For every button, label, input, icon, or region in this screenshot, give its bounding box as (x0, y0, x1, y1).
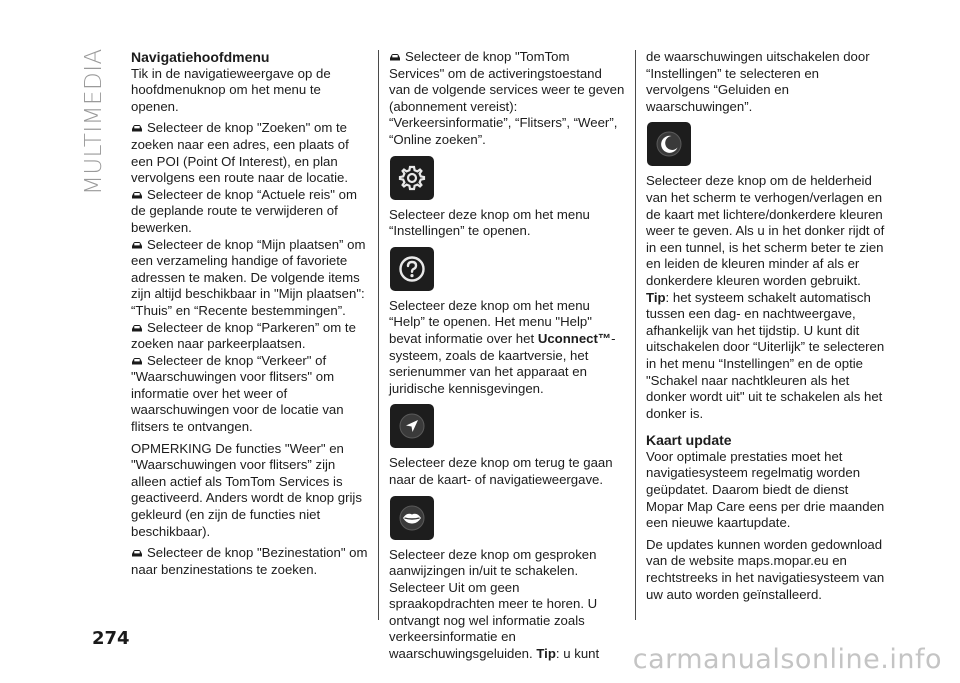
watermark: carmanualsonline.info (632, 644, 942, 675)
list-item: Selecteer de knop “Actuele reis" om de geplande route te verwijderen of bewerken. (131, 186, 357, 235)
list-item: Selecteer de knop "TomTom Services" om de activeringstoestand van de volgende services weer te geven (abonnement vereist): “Verkeersinformatie”, “Flitsers”, “Weer”, “Online zoeken”. (389, 49, 625, 147)
list-item: Selecteer de knop "Zoeken" om te zoeken naar een adres, een plaats of een POI (Point Of Interest), en plan vervolgens een route naar de locatie. (131, 120, 349, 186)
voice-lips-icon (390, 496, 434, 540)
column-divider (378, 50, 379, 620)
intro-paragraph: Tik in de navigatieweergave op de hoofdmenuknop om het menu te openen. (131, 65, 331, 114)
column-2 (389, 49, 625, 663)
column-3 (646, 49, 886, 603)
page-number: 274 (92, 628, 130, 649)
section-label: MULTIMEDIA (81, 48, 107, 196)
list-item: Selecteer de knop “Parkeren” om te zoeken naar parkeerplaatsen. (131, 319, 356, 352)
column-1 (131, 49, 369, 578)
car-bullet-icon (389, 53, 401, 62)
back-to-map-description: Selecteer deze knop om terug te gaan naar de kaart- of navigatieweergave. (389, 455, 613, 487)
help-description: Selecteer deze knop om het menu “Help” te openen. Het menu "Help" bevat informatie over het Uconnect™-systeem, zoals de kaartversie, het serienummer van het apparaat en juridische kennisgevingen. (389, 297, 616, 396)
list-item: Selecteer de knop "Bezinestation" om naar benzinestations te zoeken. (131, 545, 368, 577)
car-bullet-icon (131, 324, 143, 333)
car-bullet-icon (131, 549, 143, 558)
voice-guidance-description: Selecteer deze knop om gesproken aanwijzingen in/uit te schakelen. Selecteer Uit om geen spraakopdrachten meer te horen. U ontvangt nog wel informatie zoals verkeersinformatie en waarschuwingsgeluiden. Tip: u kunt (389, 546, 600, 662)
section-heading-navigation-menu: Navigatiehoofdmenu (131, 49, 270, 65)
continued-paragraph: de waarschuwingen uitschakelen door “Instellingen” te selecteren en vervolgens “Geluiden en waarschuwingen”. (646, 49, 870, 114)
settings-gear-icon (390, 156, 434, 200)
car-bullet-icon (131, 357, 143, 366)
column-divider (635, 50, 636, 620)
car-bullet-icon (131, 191, 143, 200)
car-bullet-icon (131, 241, 143, 250)
map-update-paragraph: De updates kunnen worden gedownload van de website maps.mopar.eu en rechtstreeks in het navigatiesysteem van uw auto worden geïnstalleerd. (646, 536, 885, 602)
list-item: Selecteer de knop “Mijn plaatsen” om een verzameling handige of favoriete adressen te maken. De volgende items zijn altijd beschikbaar in "Mijn plaatsen": “Thuis” en “Recente bestemmingen”. (131, 236, 366, 318)
help-question-icon (390, 247, 434, 291)
car-bullet-icon (131, 124, 143, 133)
note-paragraph: OPMERKING De functies "Weer" en "Waarschuwingen voor flitsers” zijn alleen actief als TomTom Services is geactiveerd. Anders wordt de knop grijs gekleurd (en zijn de functies niet beschikbaar). (131, 440, 362, 539)
section-heading-map-update: Kaart update (646, 432, 732, 449)
map-update-paragraph: Voor optimale prestaties moet het navigatiesysteem regelmatig worden geüpdatet. Daarom biedt de dienst Mopar Map Care eens per drie maanden een nieuwe kaartupdate. (646, 448, 885, 531)
list-item: Selecteer de knop “Verkeer" of "Waarschuwingen voor flitsers" om informatie over het weer of waarschuwingen voor de locatie van flitsers te ontvangen. (131, 352, 344, 435)
night-moon-icon (647, 122, 691, 166)
settings-description: Selecteer deze knop om het menu “Instellingen” te openen. (389, 206, 590, 239)
navigation-arrow-icon (390, 404, 434, 448)
night-mode-description: Selecteer deze knop om de helderheid van het scherm te verhogen/verlagen en de kaart met lichtere/donkerdere kleuren weer te geven. Als u in het donker rijdt of in een tunnel, is het scherm beter te zien en leiden de kleuren minder af als er donkerdere kleuren worden gebruikt. Tip: het systeem schakelt automatisch tussen een dag- en nachtweergave, afhankelijk van het tijdstip. U kunt dit uitschakelen door “Uiterlijk” te selecteren in het menu “Instellingen” en de optie "Schakel naar nachtkleuren als het donker wordt uit" uit te schakelen als het donker is. (646, 173, 885, 421)
